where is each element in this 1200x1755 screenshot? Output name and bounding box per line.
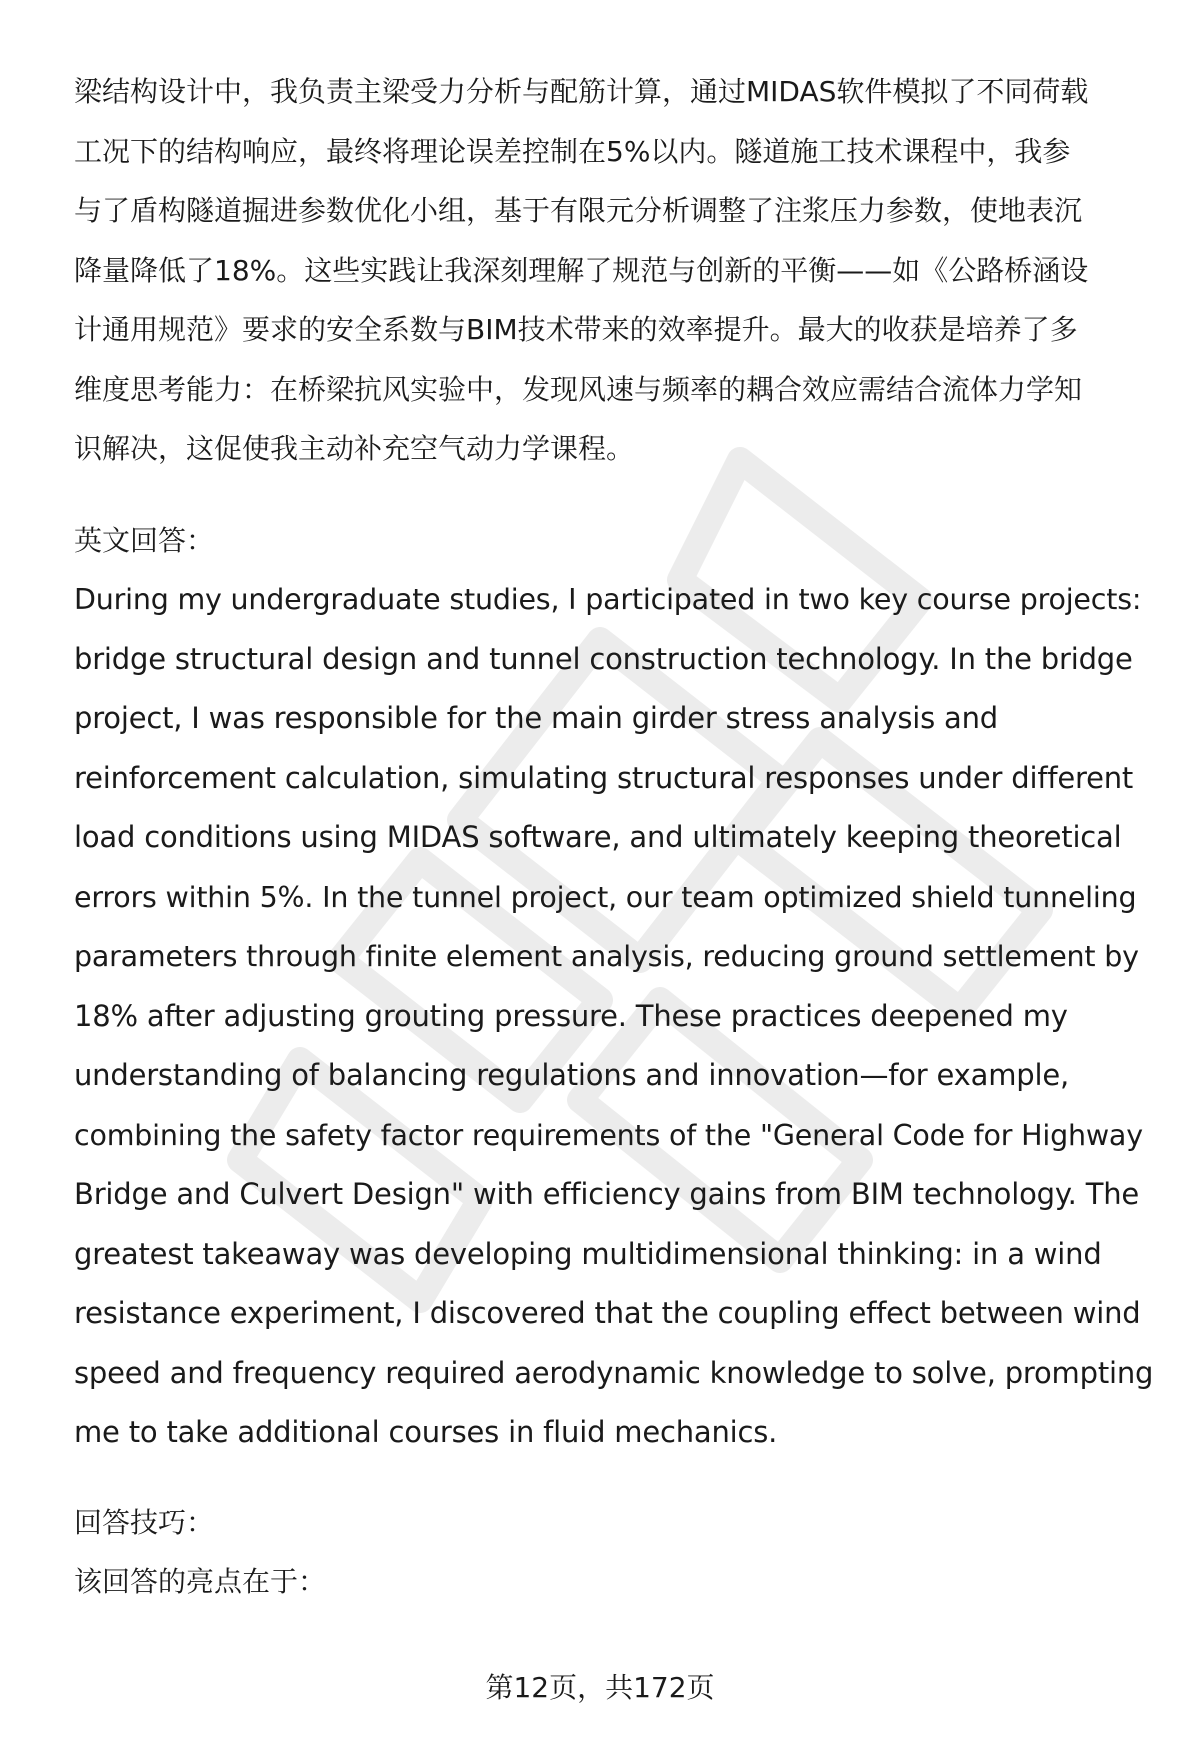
text-line: load conditions using MIDAS software, and ultimately keeping theoretical <box>74 820 1122 854</box>
text-line: 工况下的结构响应，最终将理论误差控制在5%以内。隧道施工技术课程中，我参 <box>74 134 1071 168</box>
text-line: 梁结构设计中，我负责主梁受力分析与配筋计算，通过MIDAS软件模拟了不同荷载 <box>74 75 1089 108</box>
text-line: 计通用规范》要求的安全系数与BIM技术带来的效率提升。最大的收获是培养了多 <box>74 313 1078 346</box>
text-line: 18% after adjusting grouting pressure. These practices deepened my <box>74 998 1068 1033</box>
page-number-footer: 第12页，共172页 <box>485 1671 715 1704</box>
text-line: greatest takeaway was developing multidimensional thinking: in a wind <box>74 1236 1102 1271</box>
text-line: 与了盾构隧道掘进参数优化小组，基于有限元分析调整了注浆压力参数，使地表沉 <box>74 194 1083 227</box>
text-line: project, I was responsible for the main girder stress analysis and <box>74 701 999 735</box>
text-line: 识解决，这促使我主动补充空气动力学课程。 <box>74 432 635 465</box>
text-line: Bridge and Culvert Design" with efficiency gains from BIM technology. The <box>74 1177 1140 1211</box>
chinese-answer-paragraph <box>74 62 1154 479</box>
text-line: During my undergraduate studies, I participated in two key course projects: <box>74 583 1142 616</box>
highlight-label: 该回答的亮点在于： <box>74 1565 327 1598</box>
text-line: speed and frequency required aerodynamic knowledge to solve, prompting <box>74 1355 1154 1390</box>
text-line: understanding of balancing regulations and innovation—for example, <box>74 1058 1069 1092</box>
text-line: resistance experiment, I discovered that the coupling effect between wind <box>74 1296 1141 1330</box>
text-line: reinforcement calculation, simulating structural responses under different <box>74 760 1134 795</box>
english-answer-label: 英文回答： <box>74 523 215 557</box>
text-line: errors within 5%. In the tunnel project, our team optimized shield tunneling <box>74 880 1137 914</box>
text-line: combining the safety factor requirements of the "General Code for Highway <box>74 1118 1143 1152</box>
english-answer-paragraph <box>74 570 1154 1463</box>
text-line: 维度思考能力：在桥梁抗风实验中，发现风速与频率的耦合效应需结合流体力学知 <box>74 372 1083 406</box>
text-line: parameters through finite element analysis, reducing ground settlement by <box>74 940 1139 973</box>
text-line: bridge structural design and tunnel construction technology. In the bridge <box>74 641 1133 676</box>
answer-tips-label: 回答技巧： <box>74 1505 215 1539</box>
text-line: 降量降低了18%。这些实践让我深刻理解了规范与创新的平衡——如《公路桥涵设 <box>74 253 1089 287</box>
text-line: me to take additional courses in fluid mechanics. <box>74 1415 778 1449</box>
document-body <box>74 62 1154 1612</box>
